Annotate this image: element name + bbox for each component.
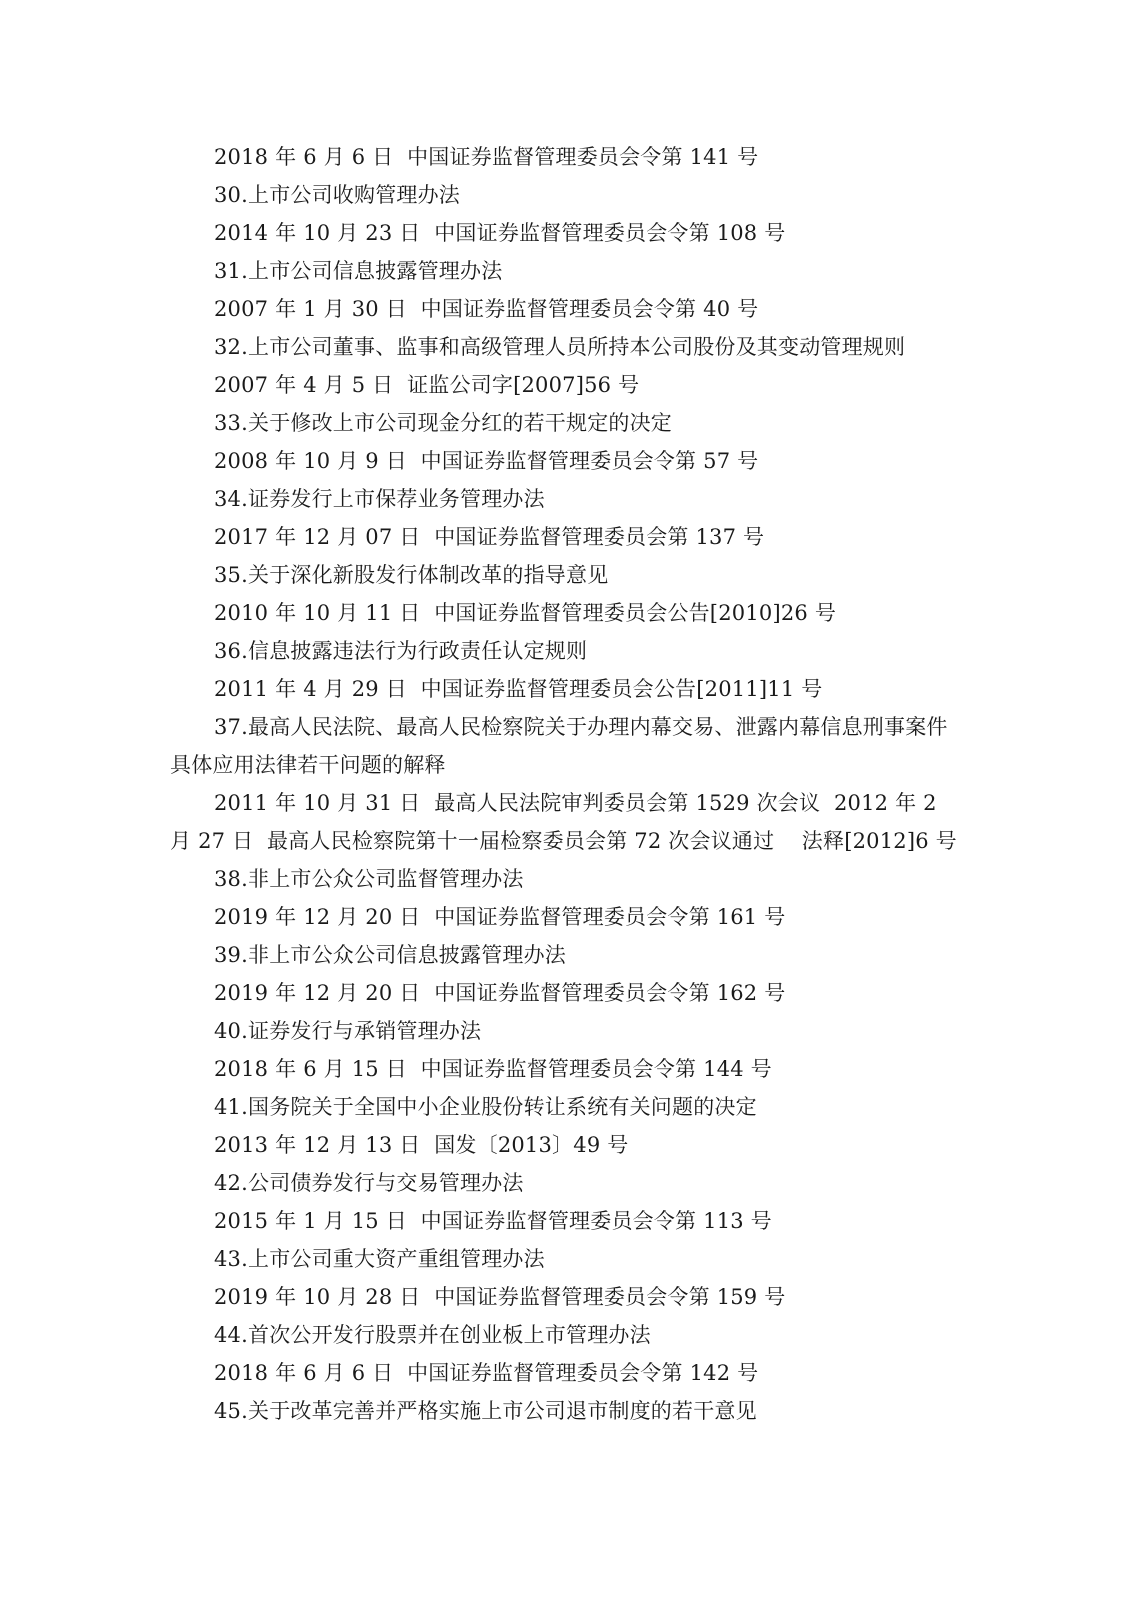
- regulation-title-line: 34.证券发行上市保荐业务管理办法: [214, 487, 545, 511]
- regulation-title-line: 42.公司债券发行与交易管理办法: [214, 1171, 524, 1195]
- regulation-title-line: 40.证券发行与承销管理办法: [214, 1019, 482, 1043]
- regulation-title-line: 39.非上市公众公司信息披露管理办法: [214, 943, 566, 967]
- regulation-date-line: 2018 年 6 月 6 日 中国证券监督管理委员会令第 142 号: [214, 1361, 759, 1385]
- regulation-date-line: 2019 年 12 月 20 日 中国证券监督管理委员会令第 161 号: [214, 905, 786, 929]
- regulation-date-line: 2019 年 12 月 20 日 中国证券监督管理委员会令第 162 号: [214, 981, 786, 1005]
- regulation-date-line: 2010 年 10 月 11 日 中国证券监督管理委员会公告[2010]26 号: [214, 601, 837, 625]
- regulation-date-line: 2008 年 10 月 9 日 中国证券监督管理委员会令第 57 号: [214, 449, 759, 473]
- regulation-title-line: 37.最高人民法院、最高人民检察院关于办理内幕交易、泄露内幕信息刑事案件具体应用法律若干问题的解释: [170, 715, 948, 777]
- regulation-date-line: 2011 年 4 月 29 日 中国证券监督管理委员会公告[2011]11 号: [214, 677, 823, 701]
- regulation-date-line: 2015 年 1 月 15 日 中国证券监督管理委员会令第 113 号: [214, 1209, 772, 1233]
- document-body: [170, 138, 960, 1430]
- regulation-title-line: 33.关于修改上市公司现金分红的若干规定的决定: [214, 411, 672, 435]
- regulation-date-line: 2018 年 6 月 15 日 中国证券监督管理委员会令第 144 号: [214, 1057, 772, 1081]
- regulation-date-line: 2013 年 12 月 13 日 国发〔2013〕49 号: [214, 1133, 629, 1157]
- regulation-title-line: 41.国务院关于全国中小企业股份转让系统有关问题的决定: [214, 1095, 757, 1119]
- regulation-date-line: 2007 年 4 月 5 日 证监公司字[2007]56 号: [214, 373, 640, 397]
- regulation-title-line: 35.关于深化新股发行体制改革的指导意见: [214, 563, 609, 587]
- regulation-title-line: 44.首次公开发行股票并在创业板上市管理办法: [214, 1323, 651, 1347]
- regulation-title-line: 38.非上市公众公司监督管理办法: [214, 867, 524, 891]
- regulation-date-line: 2018 年 6 月 6 日 中国证券监督管理委员会令第 141 号: [214, 145, 759, 169]
- regulation-title-line: 45.关于改革完善并严格实施上市公司退市制度的若干意见: [214, 1399, 757, 1423]
- regulation-date-line: 2019 年 10 月 28 日 中国证券监督管理委员会令第 159 号: [214, 1285, 786, 1309]
- regulation-title-line: 32.上市公司董事、监事和高级管理人员所持本公司股份及其变动管理规则: [214, 335, 906, 359]
- regulation-date-line: 2014 年 10 月 23 日 中国证券监督管理委员会令第 108 号: [214, 221, 786, 245]
- regulation-date-line: 2007 年 1 月 30 日 中国证券监督管理委员会令第 40 号: [214, 297, 759, 321]
- regulation-title-line: 31.上市公司信息披露管理办法: [214, 259, 503, 283]
- regulation-title-line: 30.上市公司收购管理办法: [214, 183, 460, 207]
- regulation-title-line: 36.信息披露违法行为行政责任认定规则: [214, 639, 588, 663]
- regulation-date-line: 2011 年 10 月 31 日 最高人民法院审判委员会第 1529 次会议 2012 年 2 月 27 日 最高人民检察院第十一届检察委员会第 72 次会议通过 法释[2012]6 号: [170, 791, 957, 853]
- regulation-date-line: 2017 年 12 月 07 日 中国证券监督管理委员会第 137 号: [214, 525, 765, 549]
- regulation-title-line: 43.上市公司重大资产重组管理办法: [214, 1247, 545, 1271]
